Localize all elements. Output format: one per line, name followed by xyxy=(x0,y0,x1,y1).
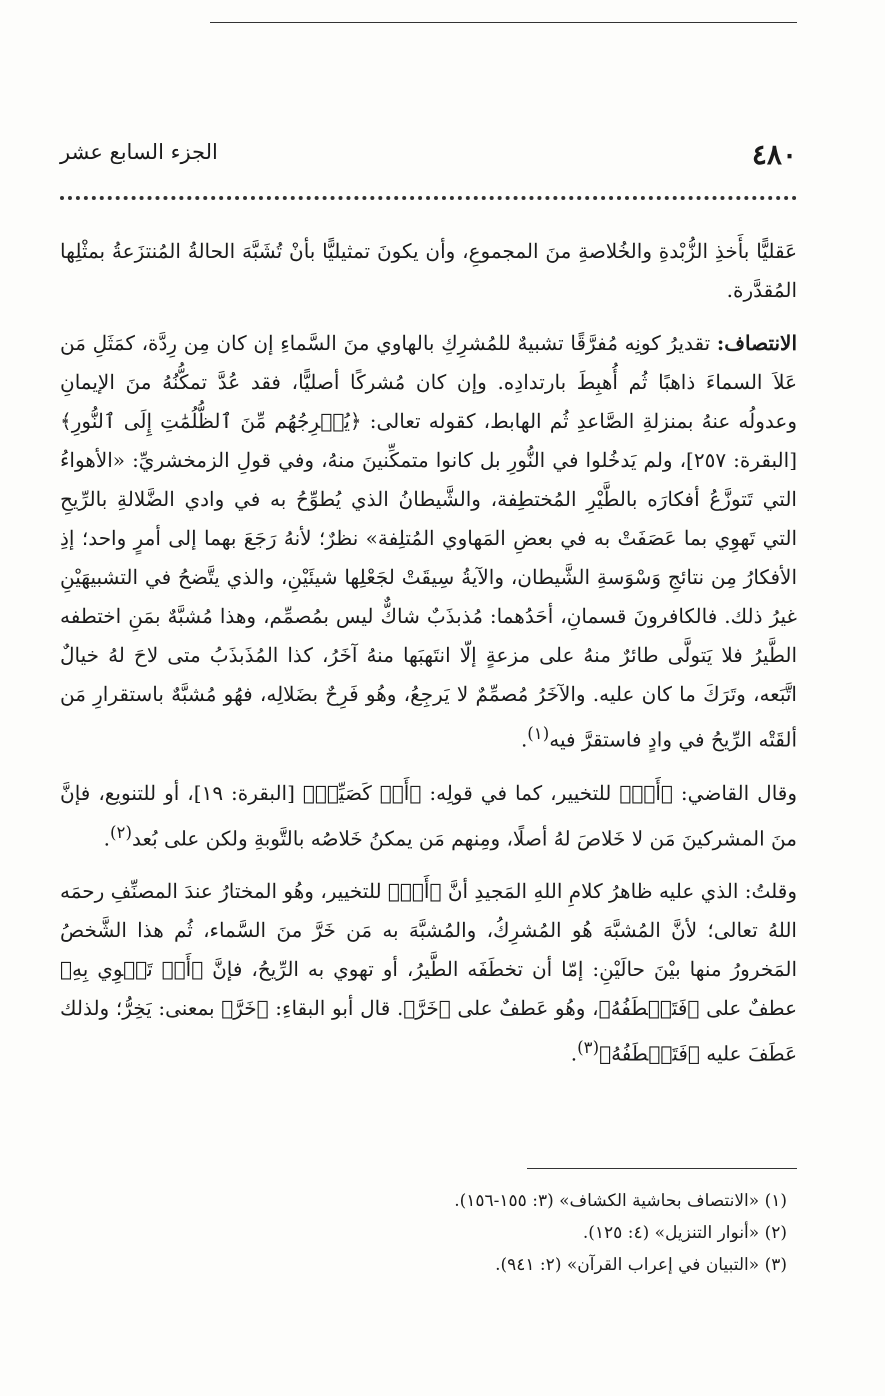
paragraph-2: الانتصاف: تقديرُ كونِه مُفرَّقًا تشبيهٌ للمُشرِكِ بالهاوي منَ السَّماءِ إن كان مِن رِدَّة، كمَثَلِ مَن عَلاَ السماءَ ذاهبًا ثُم أُهبِطَ بارتدادِه. وإن كان مُشركًا أصليًّا، فقد عُدَّ تمكُّنُهُ منَ الإيمانِ وعدولُه عنهُ بمنزلةِ الصَّاعدِ ثُم الهابط، كقوله تعالى: ﴿يُخۡرِجُهُم مِّنَ ٱلظُّلُمَٰتِ إِلَى ٱلنُّورِ﴾ [البقرة: ٢٥٧]، ولم يَدخُلوا في النُّورِ بل كانوا متمكِّنينَ منهُ، وفي قولِ الزمخشريِّ: «الأهواءُ التي تَتوزَّعُ أفكارَه بالطَّيْرِ المُختطِفة، والشَّيطانُ الذي يُطوِّحُ به في وادي الضَّلالةِ بالرِّيحِ التي تَهوِي بما عَصَفَتْ به في بعضِ المَهاوي المُتلِفة» نظرٌ؛ لأنهُ رَجَعَ بهما إلى أمرٍ واحد؛ إذِ الأفكارُ مِن نتائجِ وَسْوَسةِ الشَّيطان، والآيةُ سِيقَتْ لجَعْلِها شيئَيْنِ، والذي يتَّضحُ في التشبيهَيْنِ غيرُ ذلك. فالكافرونَ قسمانِ، أحَدُهما: مُذبذَبٌ شاكٌّ ليس بمُصمِّم، وهذا مُشبَّهٌ بمَنِ اختطفه الطَّيرُ فلا يَتولَّى طائرٌ منهُ على مزعةٍ إلّا انتَهبَها منهُ آخَرُ، كذا المُذَبذَبُ متى لاحَ لهُ خيالٌ اتَّبَعه، وتَرَكَ ما كان عليه. والآخَرُ مُصمِّمٌ لا يَرجِعُ، وهُو فَرِحٌ بضَلالِه، فهُو مُشبَّهٌ باستقرارِ مَن ألقَتْه الرِّيحُ في وادٍ فاستقرَّ فيه$^{(١)}$. xyxy=(60,331,798,752)
footnote-ref-3: (٣) xyxy=(577,1038,600,1058)
paragraph-2-text: تقديرُ كونِه مُفرَّقًا تشبيهٌ للمُشرِكِ بالهاوي منَ السَّماءِ إن كان مِن رِدَّة، كمَثَلِ مَن عَلاَ السماءَ ذاهبًا ثُم أُهبِطَ بارتدادِه. وإن كان مُشركًا أصليًّا، فقد عُدَّ تمكُّنُهُ منَ الإيمانِ وعدولُه عنهُ بمنزلةِ الصَّاعدِ ثُم الهابط، كقوله تعالى: ﴿يُخۡرِجُهُم مِّنَ ٱلظُّلُمَٰتِ إِلَى ٱلنُّورِ﴾ [البقرة: ٢٥٧]، ولم يَدخُلوا في النُّورِ بل كانوا متمكِّنينَ منهُ، وفي قولِ الزمخشريِّ: «الأهواءُ التي تَتوزَّعُ أفكارَه بالطَّيْرِ المُختطِفة، والشَّيطانُ الذي يُطوِّحُ به في وادي الضَّلالةِ بالرِّيحِ التي تَهوِي بما عَصَفَتْ به في بعضِ المَهاوي المُتلِفة» نظرٌ؛ لأنهُ رَجَعَ بهما إلى أمرٍ واحد؛ إذِ الأفكارُ مِن نتائجِ وَسْوَسةِ الشَّيطان، والآيةُ سِيقَتْ لجَعْلِها شيئَيْنِ، والذي يتَّضحُ في التشبيهَيْنِ غيرُ ذلك. فالكافرونَ قسمانِ، أحَدُهما: مُذبذَبٌ شاكٌّ ليس بمُصمِّم، وهذا مُشبَّهٌ بمَنِ اختطفه الطَّيرُ فلا يَتولَّى طائرٌ منهُ على مزعةٍ إلّا انتَهبَها منهُ آخَرُ، كذا المُذَبذَبُ متى لاحَ لهُ خيالٌ اتَّبَعه، وتَرَكَ ما كان عليه. والآخَرُ مُصمِّمٌ لا يَرجِعُ، وهُو فَرِحٌ بضَلالِه، فهُو مُشبَّهٌ باستقرارِ مَن ألقَتْه الرِّيحُ في وادٍ فاستقرَّ فيه xyxy=(60,331,798,752)
page-header xyxy=(60,136,797,176)
paragraph-3: وقال القاضي: ﴿أَوۡ﴾ للتخيير، كما في قولِه: ﴿أَوۡ كَصَيِّبٖ﴾ [البقرة: ١٩]، أو للتنويع، فإنَّ منَ المشركينَ مَن لا خَلاصَ لهُ أصلًا، ومِنهم مَن يمكنُ خَلاصُه بالتَّوبةِ ولكن على بُعد$^{(٢)}$. xyxy=(60,780,798,851)
header-rule xyxy=(210,22,797,23)
paragraph-3-text: وقال القاضي: ﴿أَوۡ﴾ للتخيير، كما في قولِه: ﴿أَوۡ كَصَيِّبٖ﴾ [البقرة: ١٩]، أو للتنويع، فإنَّ منَ المشركينَ مَن لا خَلاصَ لهُ أصلًا، ومِنهم مَن يمكنُ خَلاصُه بالتَّوبةِ ولكن على بُعد xyxy=(60,780,798,851)
footnote-ref-1: (١) xyxy=(527,724,550,743)
footnote-3: (٣) «التبيان في إعراب القرآن» (٢: ٩٤١). xyxy=(495,1255,787,1275)
paragraph-4-text: وقلتُ: الذي عليه ظاهرُ كلامِ اللهِ المَجيدِ أنَّ ﴿أَوۡ﴾ للتخيير، وهُو المختارُ عندَ المصنِّفِ رحمَه اللهُ تعالى؛ لأنَّ المُشبَّهَ هُو المُشرِكُ، والمُشبَّهَ به مَن خَرَّ منَ السَّماء، ثُم هذا الشَّخصُ المَخرورُ منها بيْنَ حالَيْنِ: إمّا أن تخطَفَه الطَّيرُ، أو تهوي به الرِّيحُ، فإنَّ ﴿أَوۡ تَهۡوِي بِهِ﴾ عطفٌ على ﴿فَتَخۡطَفُهُ﴾، وهُو عَطفٌ على ﴿خَرَّ﴾. قال أبو البقاءِ: ﴿خَرَّ﴾ بمعنى: يَخِرُّ؛ ولذلك عَطَفَ عليه ﴿فَتَخۡطَفُهُ﴾ xyxy=(60,879,798,1066)
footnote-rule xyxy=(527,1168,797,1169)
running-title: الجزء السابع عشر xyxy=(60,140,218,164)
dotted-separator xyxy=(60,196,797,200)
footnote-1: (١) «الانتصاف بحاشية الكشاف» (٣: ١٥٥-١٥٦). xyxy=(454,1191,787,1211)
paragraph-1: عَقليًّا بأَخذِ الزُّبْدةِ والخُلاصةِ منَ المجموعِ، وأن يكونَ تمثيليًّا بأنْ تُشَبَّهَ الحالةُ المُنتزَعةُ بمثْلِها المُقدَّرة. xyxy=(60,239,797,302)
main-text xyxy=(60,232,797,1088)
footnotes xyxy=(60,1185,787,1281)
intisaf-label: الانتصاف: xyxy=(716,331,798,355)
footnote-2: (٢) «أنوار التنزيل» (٤: ١٢٥). xyxy=(582,1223,787,1243)
footnote-ref-2: (٢) xyxy=(110,822,132,842)
paragraph-4: وقلتُ: الذي عليه ظاهرُ كلامِ اللهِ المَجيدِ أنَّ ﴿أَوۡ﴾ للتخيير، وهُو المختارُ عندَ المصنِّفِ رحمَه اللهُ تعالى؛ لأنَّ المُشبَّهَ هُو المُشرِكُ، والمُشبَّهَ به مَن خَرَّ منَ السَّماء، ثُم هذا الشَّخصُ المَخرورُ منها بيْنَ حالَيْنِ: إمّا أن تخطَفَه الطَّيرُ، أو تهوي به الرِّيحُ، فإنَّ ﴿أَوۡ تَهۡوِي بِهِ﴾ عطفٌ على ﴿فَتَخۡطَفُهُ﴾، وهُو عَطفٌ على ﴿خَرَّ﴾. قال أبو البقاءِ: ﴿خَرَّ﴾ بمعنى: يَخِرُّ؛ ولذلك عَطَفَ عليه ﴿فَتَخۡطَفُهُ﴾$^{(٣)}$. xyxy=(60,879,798,1066)
page-number: ٤٨٠ xyxy=(751,138,797,171)
